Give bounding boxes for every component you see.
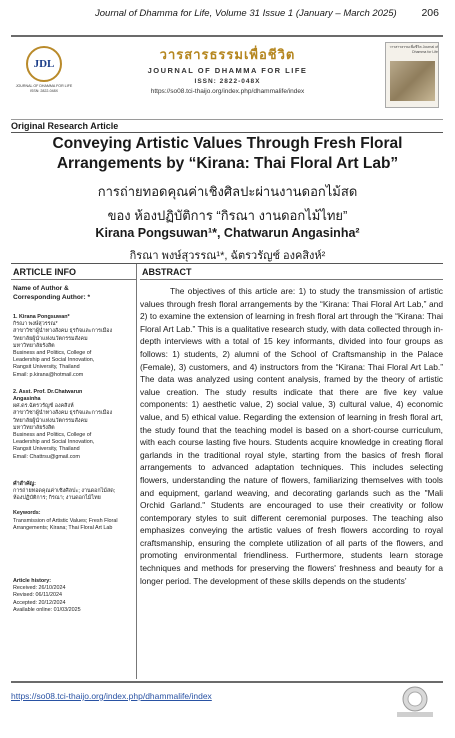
abstract-column — [140, 264, 443, 587]
author-2-aff-en-3: Rangsit University, Thailand — [13, 446, 80, 453]
history-received: Received: 26/10/2024 — [13, 585, 66, 592]
author-2-aff-en-1: Business and Politics, College of — [13, 432, 92, 439]
logo-mark: JDL — [26, 46, 62, 82]
title-en-line-1: Conveying Artistic Values Through Fresh Floral — [52, 135, 403, 152]
article-title-en — [0, 134, 455, 174]
author-1-aff-th-1: สาขาวิชาผู้นำทางสังคม ธุรกิจและการเมือง — [13, 328, 113, 335]
history-online: Available online: 01/03/2025 — [13, 606, 81, 613]
article-info-column — [11, 264, 137, 679]
title-th-line-1: การถ่ายทอดคุณค่าเชิงศิลปะผ่านงานดอกไม้สด — [97, 184, 358, 199]
logo-caption: JOURNAL OF DHAMMA FOR LIFE ISSN: 2822-048X — [15, 84, 73, 93]
author-1-aff-en-3: Rangsit University, Thailand — [13, 364, 80, 371]
journal-issn: ISSN: 2822-048X — [194, 78, 261, 85]
keywords-en-label: Keywords: — [13, 510, 41, 517]
name-heading-2: Corresponding Author: * — [13, 294, 91, 301]
journal-url[interactable]: https://so08.tci-thaijo.org/index.php/dhammalife/index — [150, 88, 305, 95]
author-2-name-1: 2. Asst. Prof. Dr.Chatwarun — [13, 388, 83, 395]
page-number: 206 — [421, 7, 439, 19]
cover-image — [390, 61, 435, 101]
author-2-aff-th-3: มหาวิทยาลัยรังสิต — [13, 424, 55, 431]
divider — [140, 279, 443, 280]
author-2-aff-th-1: สาขาวิชาผู้นำทางสังคม ธุรกิจและการเมือง — [13, 410, 113, 417]
keywords-th-1: การถ่ายทอดคุณค่าเชิงศิลปะ; งานดอกไม้สด; — [13, 488, 116, 495]
footer-url[interactable]: https://so08.tci-thaijo.org/index.php/dhammalife/index — [11, 691, 212, 701]
author-1-name: 1. Kirana Pongsuwan* — [13, 314, 70, 320]
history-label: Article history: — [13, 578, 52, 585]
article-info-heading: ARTICLE INFO — [13, 267, 76, 277]
abstract-text: The objectives of this article are: 1) to study the transmission of artistic values through fresh floral arrangements by the “Kirana: Thai Floral Art Lab,” and 2) to examine the extension of learning in fresh floral art through the “Kirana: Thai Floral Art Lab.” This is a qualitative research study, with data collected through in-depth interviews with a total of 15 key informants, divided into four groups as follows: 1) students, 2) alumni of the School of Craftsmanship in the Palace (Female), 3) customers, and 4) instructors from the “Kirana: Thai Floral Art Lab.” The data was analyzed using content analysis, framed by the theory of artistic value creation. The study results indicate that there are five key value components: 1) aesthetic value, 2) social value, 3) cultural value, 4) economic value, and 5) ethical value. Regarding the extension of learning in fresh floral art, the study found that the teaching model is based on a short-course curriculum, with each course lasting five hours. Students acquire knowledge in creating floral garlands in the traditional royal style, starting from the basics of fresh floral arrangements to advanced adaptation techniques. This includes selecting flowers, understanding the nature of flowers, familiarizing themselves with tools and equipment, garland weaving, and decorating garlands such as the "Mali Orchid Garland." Students are encouraged to use their creativity or follow contemporary styles to suit different ceremonial purposes. The teaching also emphasizes conveying the artistic values of fresh flowers according to royal craftsmanship, ensuring the complete utilization of all parts of the flowers, and promoting environmental friendliness. Furthermore, students learn storage techniques and methods for preserving the flowers' freshness and beauty for a longer period. The development of these skills depends on the students’ — [140, 286, 443, 586]
abstract-heading: ABSTRACT — [142, 267, 192, 277]
authors-th: กิรณา พงษ์สุวรรณ¹*, ฉัตรวรัญช์ องคสิงห์² — [129, 250, 326, 262]
title-th-line-2: ของ ห้องปฏิบัติการ “กิรณา งานดอกไม้ไทย” — [107, 208, 348, 223]
author-1-aff-th-3: มหาวิทยาลัยรังสิต — [13, 342, 55, 349]
author-2-aff-en-2: Leadership and Social Innovation, — [13, 439, 95, 446]
author-info — [11, 280, 136, 614]
authors-en: Kirana Pongsuwan¹*, Chatwarun Angasinha² — [95, 226, 360, 240]
keywords-th-label: คำสำคัญ: — [13, 480, 36, 487]
title-en-line-2: Arrangements by “Kirana: Thai Floral Art Lab” — [56, 155, 399, 172]
name-heading-1: Name of Author & — [13, 285, 69, 292]
running-header: Journal of Dhamma for Life, Volume 31 Issue 1 (January – March 2025) — [95, 8, 397, 19]
keywords-en-2: Arrangements; Kirana; Thai Floral Art Lab — [13, 524, 113, 531]
author-1-email[interactable]: Email: p.kirana@hotmail.com — [13, 371, 84, 378]
author-2-aff-th-2: วิทยาลัยผู้นำแห่งนวัตกรรมสังคม — [13, 417, 88, 424]
keywords-en-1: Transmission of Artistic Values; Fresh Floral — [13, 517, 118, 524]
author-2-name-th: ผศ.ดร.ฉัตรวรัญช์ องคสิงห์ — [13, 403, 74, 410]
author-1-aff-en-1: Business and Politics, College of — [13, 350, 92, 357]
article-type: Original Research Article — [11, 121, 119, 131]
journal-title-thai: วารสารธรรมเพื่อชีวิต — [159, 47, 296, 62]
keywords-th-2: ห้องปฏิบัติการ; กิรณา; งานดอกไม้ไทย — [13, 495, 101, 502]
history-accepted: Accepted: 20/12/2024 — [13, 599, 66, 606]
history-revised: Revised: 06/11/2024 — [13, 592, 63, 599]
divider — [11, 132, 443, 133]
author-2-name-2: Angasinha — [13, 396, 41, 403]
journal-cover-thumbnail — [385, 42, 439, 108]
journal-title-en: JOURNAL OF DHAMMA FOR LIFE — [147, 66, 308, 75]
author-1-name-th: กิรณา พงษ์สุวรรณ* — [13, 321, 58, 328]
article-title-th — [0, 180, 455, 228]
cover-caption: วารสารธรรมเพื่อชีวิต Journal of Dhamma for Life — [389, 45, 438, 54]
footer-divider — [11, 681, 443, 683]
author-1-aff-en-2: Leadership and Social Innovation, — [13, 357, 95, 364]
license-badge-icon — [395, 685, 435, 719]
author-2-email[interactable]: Email: Chattrsu@gmail.com — [13, 453, 80, 460]
author-1-aff-th-2: วิทยาลัยผู้นำแห่งนวัตกรรมสังคม — [13, 335, 88, 342]
